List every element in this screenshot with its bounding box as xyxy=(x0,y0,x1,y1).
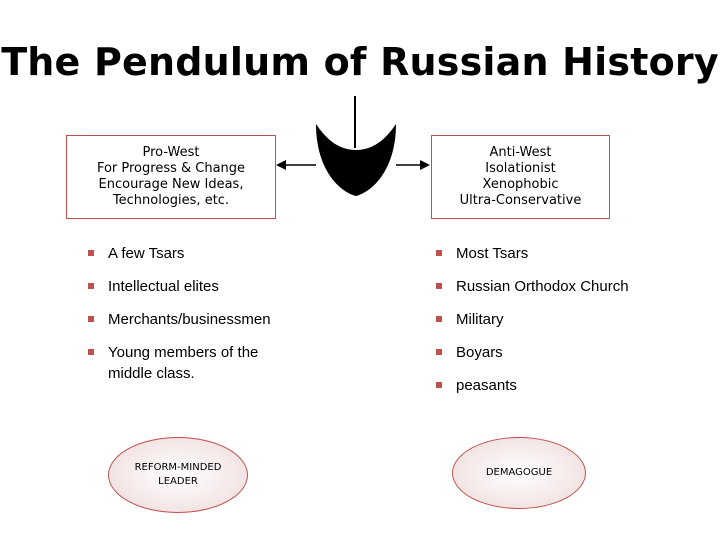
bullet-icon xyxy=(88,283,94,289)
bullet-icon xyxy=(436,316,442,322)
list-item-label: A few Tsars xyxy=(108,245,185,262)
anti-west-box xyxy=(431,135,610,219)
list-item xyxy=(86,243,306,264)
list-item-label: Intellectual elites xyxy=(108,278,219,295)
box-line: Encourage New Ideas, xyxy=(98,177,244,192)
anti-west-list xyxy=(434,243,634,408)
box-line: Ultra-Conservative xyxy=(459,193,582,208)
box-line: Pro-West xyxy=(142,145,200,160)
ellipse-label: DEMAGOGUE xyxy=(485,467,553,478)
list-item-label: Most Tsars xyxy=(456,245,529,262)
list-item xyxy=(86,342,306,384)
box-line: Technologies, etc. xyxy=(112,193,230,208)
list-item xyxy=(434,243,634,264)
page-title: The Pendulum of Russian History xyxy=(1,40,719,84)
pro-west-list xyxy=(86,243,306,396)
bullet-icon xyxy=(436,349,442,355)
box-line: Isolationist xyxy=(485,161,556,176)
list-item-label: Military xyxy=(456,311,504,328)
demagogue-ellipse xyxy=(452,437,586,509)
bullet-icon xyxy=(88,349,94,355)
bullet-icon xyxy=(88,316,94,322)
list-item xyxy=(434,276,634,297)
list-item-label: Boyars xyxy=(456,344,503,361)
list-item xyxy=(434,342,634,363)
bullet-icon xyxy=(436,250,442,256)
pendulum-icon xyxy=(316,124,396,196)
list-item xyxy=(86,309,306,330)
list-item-label: Russian Orthodox Church xyxy=(456,278,629,295)
ellipse-label: REFORM-MINDED LEADER xyxy=(134,462,222,487)
list-item-label: peasants xyxy=(456,377,517,394)
bullet-icon xyxy=(88,250,94,256)
box-line: For Progress & Change xyxy=(96,161,246,176)
bullet-icon xyxy=(436,382,442,388)
list-item xyxy=(86,276,306,297)
list-item-label: Merchants/businessmen xyxy=(108,311,271,328)
pro-west-box xyxy=(66,135,276,219)
bullet-icon xyxy=(436,283,442,289)
box-line: Xenophobic xyxy=(482,177,559,192)
box-line: Anti-West xyxy=(489,145,552,160)
list-item xyxy=(434,375,634,396)
list-item-label: Young members of the middle class. xyxy=(108,344,259,382)
list-item xyxy=(434,309,634,330)
reform-leader-ellipse xyxy=(108,437,248,513)
